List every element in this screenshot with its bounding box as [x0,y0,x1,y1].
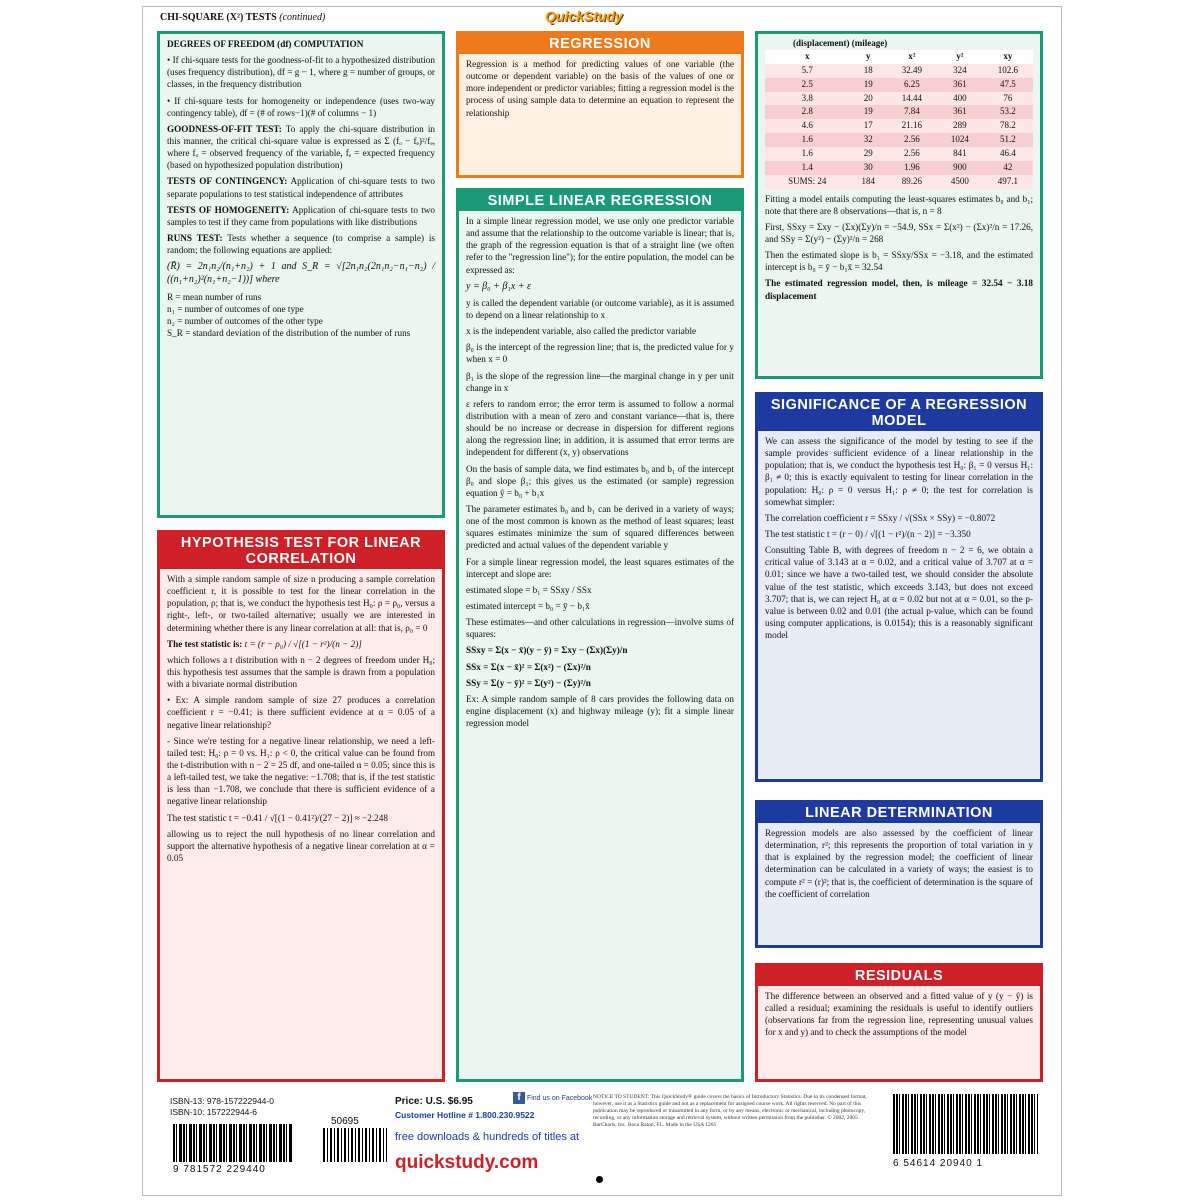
table-cell: 5.7 [765,64,850,78]
regression-panel [456,31,744,178]
header-continued: (continued) [279,12,326,23]
runs-def-n2: n₂ = number of outcomes of the other type [167,315,323,326]
slr-ssx: SSx = Σ(x − x̄)² = Σ(x²) − (Σx)²/n [466,661,591,672]
table-text-1: Fitting a model entails computing the least-squares estimates b₀ and b₁; note that there are 8 observations—that is, n = 8 [765,193,1033,216]
slr-least-squares: The parameter estimates b₀ and b₁ can be derived in a variety of ways; one of the most common is known as the method of least squares; least squares estimates minimize the sum of squared differences between predicted and actual values of the dependent variable y [466,504,734,551]
table-sum-cell: 497.1 [983,175,1033,189]
table-sum-cell: 184 [850,175,887,189]
isbn-10: ISBN-10: 157222944-6 [170,1107,257,1117]
table-cell: 32 [850,133,887,147]
table-cell: 19 [850,105,887,119]
table-cell: 289 [937,119,983,133]
significance-text-2: The correlation coefficient r = SSxy / √(SSx × SSy) = −0.8072 [765,512,996,523]
table-cell: 1024 [937,133,983,147]
table-cell: 4.6 [765,119,850,133]
page-dot [596,1176,603,1183]
slr-slope: β₁ is the slope of the regression line—the marginal change in y per unit change in x [466,370,734,393]
footer [145,1080,1057,1180]
table-cell: 2.8 [765,105,850,119]
table-cell: 29 [850,147,887,161]
upc-barcode-number: 6 54614 20940 1 [893,1158,984,1169]
table-cell: 6.25 [887,78,937,92]
table-cell: 18 [850,64,887,78]
table-text-2: First, SSxy = Σxy − (Σx)(Σy)/n = −54.9, SSx = Σ(x²) − (Σx)²/n = 17.26, and SSy = Σ(y²) − (Σy)²/n = 268 [765,221,1033,245]
table-text-4: The estimated regression model, then, is mileage = 32.54 − 3.18 displacement [765,278,1033,301]
determination-title: LINEAR DETERMINATION [758,803,1040,823]
df-item-2: • If chi-square tests for homogeneity or independence (uses two-way contingency table), df = (# of rows−1)(# of columns − 1) [167,95,435,118]
residuals-title: RESIDUALS [758,966,1040,986]
determination-panel [755,800,1043,948]
table-header-cell: xy [983,50,1033,64]
contingency-title: TESTS OF CONTINGENCY: [167,176,288,187]
residuals-text: The difference between an observed and a fitted value of y (y − ŷ) is called a residual; examining the residuals is useful to identify outliers (observations far from the regression line, representing unusual values for x and y) and to check the assumptions of the model [765,991,1033,1038]
significance-text-1: We can assess the significance of the model by testing to see if the sample provides sufficient evidence of a linear relationship in the population; that is, we conduct the hypothesis test H₀: β₁ = 0 versus H₁: β₁ ≠ 0; this is exactly equivalent to testing for linear correlation in the population: H₀: ρ = 0 versus H₁: ρ ≠ 0; the test for correlation is somewhat simpler: [765,436,1033,507]
contingency-text: Application of chi-square tests to two separate populations to test statistical independence of attributes [167,176,435,199]
table-sums-row [765,175,1033,189]
runs-equation: (R̄) = 2n₁n₂/(n₁+n₂) + 1 and S_R = √[2n₁n₂(2n₁n₂−n₁−n₂) / ((n₁+n₂)²(n₁+n₂−1))] where [167,261,435,286]
table-cell: 30 [850,161,887,175]
hypothesis-intro: With a simple random sample of size n producing a sample correlation coefficient r, it is possible to test for the linear correlation in the population, ρ; that is, we conduct the hypothesis test H₀: ρ = ρ₀, versus a right-, left-, or two-tailed alternative; usually we are interested in determining whether there is any linear correlation at all: that is, ρ₀ = 0 [167,574,435,633]
table-header-cell: y² [937,50,983,64]
df-title: DEGREES OF FREEDOM (df) COMPUTATION [167,39,364,49]
page-header [160,12,325,23]
table-cell: 3.8 [765,92,850,106]
table-row [765,78,1033,92]
gof-text: To apply the chi-square distribution in this manner, the critical chi-square value is expressed as Σ (fₒ − fₑ)²/fₑ, where fₒ = observed frequency of the variable, fₑ = expected frequency (based on hypothesized population distribution) [167,123,435,171]
slr-sums-intro: These estimates—and other calculations in regression—involve sums of squares: [466,617,734,640]
determination-text: Regression models are also assessed by the coefficient of linear determination, r²; this represents the proportion of total variation in y that is explained by the regression model; the coefficient of linear determination can be calculated in a variety of ways; the easiest is to compute r² = (r)²; that is, the coefficient of determination is the square of the coefficient of correlation [765,828,1033,899]
table-header-cell: x [765,50,850,64]
data-table [765,50,1033,189]
slr-estimates: On the basis of sample data, we find estimates b₀ and b₁ of the intercept β₀ and slope β₁; this gives us the estimated (or sample) regression equation ŷ = b₀ + b₁x [466,463,734,498]
table-cell: 53.2 [983,105,1033,119]
slr-ssy: SSy = Σ(y − ȳ)² = Σ(y²) − (Σy)²/n [466,677,591,688]
notice-to-student: NOTICE TO STUDENT: This QuickStudy® guide covers the basics of Introductory Statistics. Due to its condensed format, however, use it as a Statistics guide and not as a replacement for assigned course work. All rights reserved. No part of this publication may be reproduced or transmitted in any form, or by any means, electronic or mechanical, including photocopy, recording, or any information storage and retrieval system, without written permission from the publisher. © 2002, 2005 BarCharts, Inc. Boca Raton, FL. Made in the USA 1205 [593,1094,867,1128]
table-row [765,147,1033,161]
slr-ssxy: SSxy = Σ(x − x̄)(y − ȳ) = Σxy − (Σx)(Σy)/n [466,645,628,656]
runs-def-r: R = mean number of runs [167,291,262,302]
table-cell: 1.6 [765,147,850,161]
hypothesis-example-4: allowing us to reject the null hypothesis of no linear correlation and support the alternative hypothesis of a negative linear correlation at α = 0.05 [167,828,435,863]
slr-dependent: y is called the dependent variable (or outcome variable), as it is assumed to depend on a linear relationship to x [466,297,734,321]
table-cell: 78.2 [983,119,1033,133]
slr-ls-estimates: For a simple linear regression model, the least squares estimates of the intercept and slope are: [466,556,734,579]
table-cell: 841 [937,147,983,161]
isbn-barcode-number: 9 781572 229440 [173,1164,266,1175]
gof-title: GOODNESS-OF-FIT TEST: [167,123,282,134]
table-cell: 361 [937,105,983,119]
slr-independent: x is the independent variable, also called the predictor variable [466,326,697,337]
customer-hotline: Customer Hotline # 1.800.230.9522 [395,1110,535,1120]
homogeneity-text: Application of chi-square tests to two samples to test if they came from populations with like distributions [167,204,435,227]
hypothesis-example: • Ex: A simple random sample of size 27 produces a correlation coefficient r = −0.41; is there sufficient evidence at α = 0.05 of a negative linear relationship? [167,695,435,730]
table-cell: 20 [850,92,887,106]
table-cell: 7.84 [887,105,937,119]
table-cell: 21.16 [887,119,937,133]
header-title: CHI-SQUARE (X²) TESTS [160,12,277,23]
upc-barcode [893,1094,1038,1154]
table-cell: 32.49 [887,64,937,78]
slr-intro: In a simple linear regression model, we use only one predictor variable and assume that the relationship to the outcome variable is linear; that is, the graph of the regression equation is that of a straight line (we often refer to the "regression line"); for the entire population, the model can be expressed as: [466,216,734,275]
hypothesis-example-2: - Since we're testing for a negative linear relationship, we need a left-tailed test: H₀: ρ = 0 vs. H₁: ρ < 0, the critical value can be found from the t-distribution with n − 2 = 25 df, and one-tailed α = 0.05; since this is a left-tailed test, we take the negative: −1.708; that is, if the test statistic is less than −1.708, we conclude that there is sufficient evidence of a negative linear relationship [167,735,435,807]
hypothesis-panel [157,530,445,1082]
table-row [765,92,1033,106]
facebook-icon: f [513,1092,525,1104]
isbn-barcode [173,1124,293,1162]
price: Price: U.S. $6.95 [395,1096,473,1107]
hypothesis-stat-eq: t = (r − ρ₀) / √[(1 − r²)/(n − 2)] [244,638,362,649]
table-cell: 400 [937,92,983,106]
table-cell: 76 [983,92,1033,106]
hypothesis-text-2: which follows a t distribution with n − 2 degrees of freedom under H₀; this hypothesis test assumes that the sample is drawn from a population with a bivariate normal distribution [167,654,435,690]
table-cell: 2.56 [887,133,937,147]
runs-title: RUNS TEST: [167,232,223,243]
slr-title: SIMPLE LINEAR REGRESSION [459,191,741,211]
isbn-13: ISBN-13: 978-157222944-0 [170,1096,274,1106]
table-cell: 2.5 [765,78,850,92]
table-cell: 51.2 [983,133,1033,147]
table-sum-cell: 89.26 [887,175,937,189]
table-cell: 324 [937,64,983,78]
hypothesis-title: HYPOTHESIS TEST FOR LINEAR CORRELATION [160,533,442,569]
slr-intercept-formula: estimated intercept = b₀ = ȳ − b₁x̄ [466,600,590,611]
residuals-panel [755,963,1043,1082]
price-barcode [323,1128,387,1162]
regression-text: Regression is a method for predicting values of one variable (the outcome or dependent variable) on the basis of the values of one or more independent or predictor variables; fitting a regression model is the process of using sample data to determine an equation to represent the relationship [466,59,734,118]
homogeneity-title: TESTS OF HOMOGENEITY: [167,204,290,215]
runs-def-n1: n₁ = number of outcomes of one type [167,303,304,314]
runs-def-sr: S_R = standard deviation of the distribution of the number of runs [167,328,411,339]
data-table-panel [755,31,1043,379]
significance-text-4: Consulting Table B, with degrees of freedom n − 2 = 6, we obtain a critical value of 3.143 at α = 0.02, and a critical value of 3.707 at α = 0.01; since we have a two-tailed test, we should consider the absolute value of the test statistic, which exceeds 3.143, but does not exceed 3.707; that is, we can reject H₀ at α = 0.02 but not at α = 0.01, so the p-value is between 0.02 and 0.01 (the actual p-value, which can be found using computer applications, is 0.0154); this is a reasonably significant model [765,545,1033,641]
table-sum-cell: 4500 [937,175,983,189]
chi-square-panel [157,31,445,518]
table-row [765,119,1033,133]
table-cell: 102.6 [983,64,1033,78]
table-cell: 1.6 [765,133,850,147]
table-header-cell: y [850,50,887,64]
facebook-link[interactable] [513,1092,592,1104]
isbn-block [170,1096,274,1118]
table-cell: 14.44 [887,92,937,106]
df-item-1: • If chi-square tests for the goodness-of-fit to a hypothesized distribution (uses frequency distribution), df = g − 1, where g = number of groups, or classes, in the frequency distribution [167,55,435,90]
website-link[interactable]: quickstudy.com [395,1152,539,1173]
table-cell: 19 [850,78,887,92]
table-row [765,64,1033,78]
slr-example: Ex: A simple random sample of 8 cars provides the following data on engine displacement (x) and highway mileage (y); fit a simple linear regression model [466,693,734,729]
table-cell: 42 [983,161,1033,175]
free-downloads: free downloads & hundreds of titles at [395,1131,580,1143]
brand-logo: QuickStudy [545,8,623,24]
table-cell: 1.4 [765,161,850,175]
table-cell: 2.56 [887,147,937,161]
table-cell: 47.5 [983,78,1033,92]
slr-panel [456,188,744,1082]
hypothesis-stat-label: The test statistic is: [167,638,243,649]
table-sum-cell: SUMS: 24 [765,175,850,189]
significance-text-3: The test statistic t = (r − 0) / √[(1 − r²)/(n − 2)] = −3.350 [765,528,971,539]
significance-panel [755,392,1043,782]
slr-intercept: β₀ is the intercept of the regression line; that is, the predicted value for y when x = 0 [466,342,734,365]
facebook-label: Find us on Facebook [526,1094,593,1102]
table-cell: 17 [850,119,887,133]
table-caption: (displacement) (mileage) [793,38,888,48]
table-cell: 46.4 [983,147,1033,161]
slr-model-eq: y = β₀ + β₁x + ε [466,280,531,292]
table-text-3: Then the estimated slope is b₁ = SSxy/SSx = −3.18, and the estimated intercept is b₀ = ȳ − b₁x̄ = 32.54 [765,250,1033,273]
runs-text: Tests whether a sequence (to comprise a sample) is random; the following equations are applied: [167,232,435,256]
regression-title: REGRESSION [459,34,741,54]
table-row [765,133,1033,147]
table-cell: 361 [937,78,983,92]
hypothesis-example-3: The test statistic t = −0.41 / √[(1 − 0.41²)/(27 − 2)] ≈ −2.248 [167,812,388,823]
slr-error: ε refers to random error; the error term is assumed to follow a normal distribution with a mean of zero and constant variance—that is, there should be no increase or decrease in dispersion for different regions along the regression line; in addition, it is assumed that error terms are independent for different (x, y) observations [466,398,734,458]
price-barcode-number: 50695 [331,1116,359,1127]
table-cell: 1.96 [887,161,937,175]
table-cell: 900 [937,161,983,175]
significance-title: SIGNIFICANCE OF A REGRESSION MODEL [758,395,1040,431]
table-row [765,161,1033,175]
table-header-cell: x² [887,50,937,64]
table-row [765,105,1033,119]
slr-slope-formula: estimated slope = b₁ = SSxy / SSx [466,584,592,595]
